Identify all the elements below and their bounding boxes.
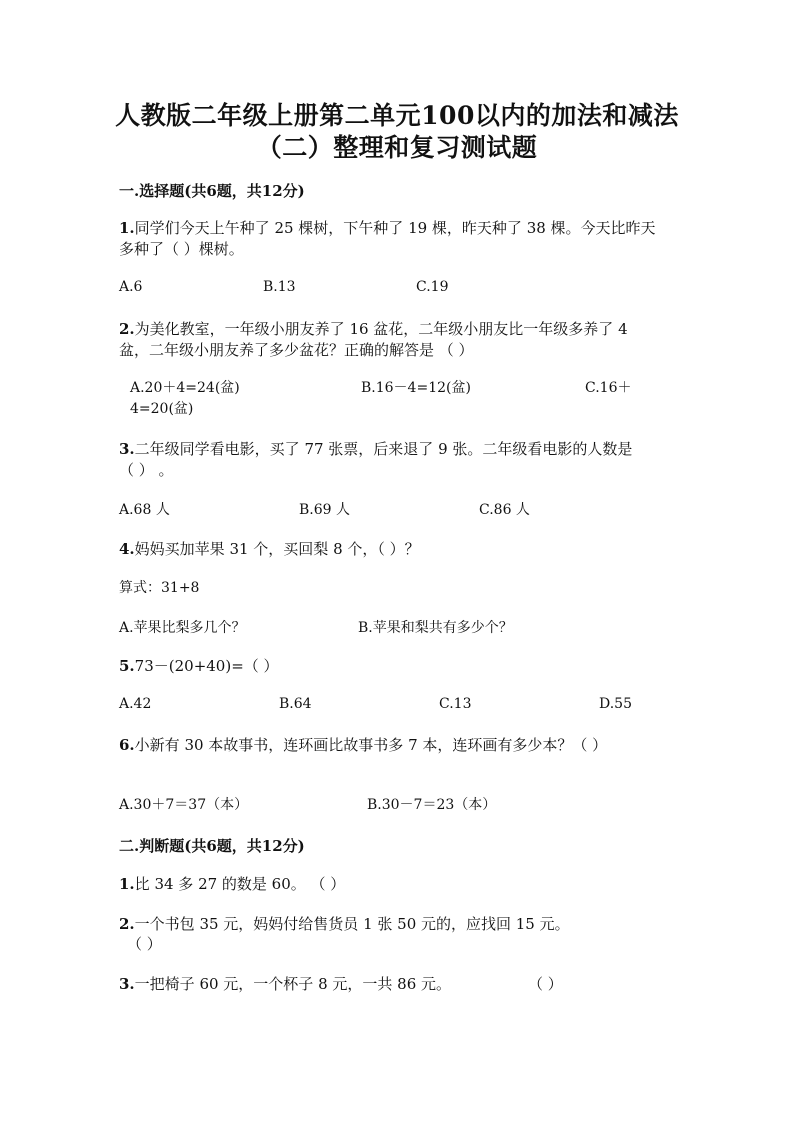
question-4-option-b: B.苹果和梨共有多少个？ xyxy=(358,620,513,636)
section-heading-choice: 一.选择题(共6题，共12分) xyxy=(119,182,305,200)
question-2-option-c-cont: 4=20(盆) xyxy=(130,401,194,417)
question-number: 5. xyxy=(119,657,135,675)
question-6-option-a: A.30＋7＝37（本） xyxy=(119,797,249,813)
judgment-2-bracket: （ ） xyxy=(127,935,162,953)
question-4-formula: 算式：31+8 xyxy=(119,580,200,596)
question-2-text-cont: 盆，二年级小朋友养了多少盆花？正确的解答是 （ ） xyxy=(119,341,474,359)
question-1-option-a: A.6 xyxy=(119,279,143,295)
question-2-option-c: C.16＋ xyxy=(585,380,632,396)
question-3-text xyxy=(119,438,632,459)
question-text: 二年级同学看电影，买了 77 张票，后来退了 9 张。二年级看电影的人数是 xyxy=(134,440,633,458)
question-1-option-c: C.19 xyxy=(416,279,449,295)
question-2-option-b: B.16－4=12(盆) xyxy=(361,380,471,396)
question-3-text-cont: （ ） 。 xyxy=(119,461,174,479)
question-text: 小新有 30 本故事书，连环画比故事书多 7 本，连环画有多少本？（ ） xyxy=(134,736,608,754)
question-3-option-a: A.68 人 xyxy=(119,502,170,518)
question-text: 73－(20+40)=（ ） xyxy=(134,657,279,675)
question-text: 比 34 多 27 的数是 60。 （ ） xyxy=(134,875,346,893)
question-2-option-a: A.20＋4=24(盆) xyxy=(130,380,240,396)
question-number: 2. xyxy=(119,320,135,338)
question-text: 为美化教室，一年级小朋友养了 16 盆花，二年级小朋友比一年级多养了 4 xyxy=(134,320,628,338)
question-number: 6. xyxy=(119,736,135,754)
question-2-text xyxy=(119,318,628,339)
question-3-option-b: B.69 人 xyxy=(299,502,351,518)
question-text: 妈妈买加苹果 31 个，买回梨 8 个，（ ）？ xyxy=(134,540,420,558)
question-number: 3. xyxy=(119,975,135,993)
question-5-option-c: C.13 xyxy=(439,696,472,712)
page-title-line1: 人教版二年级上册第二单元100以内的加法和减法 xyxy=(115,101,679,130)
question-number: 1. xyxy=(119,875,135,893)
page-title-line2: （二）整理和复习测试题 xyxy=(256,133,538,162)
judgment-1-text xyxy=(119,873,345,894)
question-text: 一个书包 35 元，妈妈付给售货员 1 张 50 元的，应找回 15 元。 xyxy=(134,915,570,933)
question-4-text xyxy=(119,538,420,559)
question-6-option-b: B.30－7＝23（本） xyxy=(367,797,497,813)
question-number: 4. xyxy=(119,540,135,558)
question-5-option-d: D.55 xyxy=(599,696,632,712)
question-5-option-b: B.64 xyxy=(279,696,312,712)
question-1-option-b: B.13 xyxy=(263,279,296,295)
question-5-text xyxy=(119,655,279,676)
judgment-3-bracket: （ ） xyxy=(528,975,563,993)
question-3-option-c: C.86 人 xyxy=(479,502,530,518)
section-heading-judgment: 二.判断题(共6题，共12分) xyxy=(119,837,305,855)
question-1-text-cont: 多种了（ ）棵树。 xyxy=(119,240,244,258)
judgment-3-text xyxy=(119,973,451,994)
question-4-option-a: A.苹果比梨多几个？ xyxy=(119,620,246,636)
question-number: 1. xyxy=(119,219,135,237)
question-text: 同学们今天上午种了 25 棵树，下午种了 19 棵，昨天种了 38 棵。今天比昨天 xyxy=(134,219,656,237)
question-1-text xyxy=(119,217,656,238)
question-5-option-a: A.42 xyxy=(119,696,152,712)
question-number: 2. xyxy=(119,915,135,933)
question-text: 一把椅子 60 元，一个杯子 8 元，一共 86 元。 xyxy=(134,975,451,993)
question-number: 3. xyxy=(119,440,135,458)
judgment-2-text xyxy=(119,913,570,934)
question-6-text xyxy=(119,734,607,755)
